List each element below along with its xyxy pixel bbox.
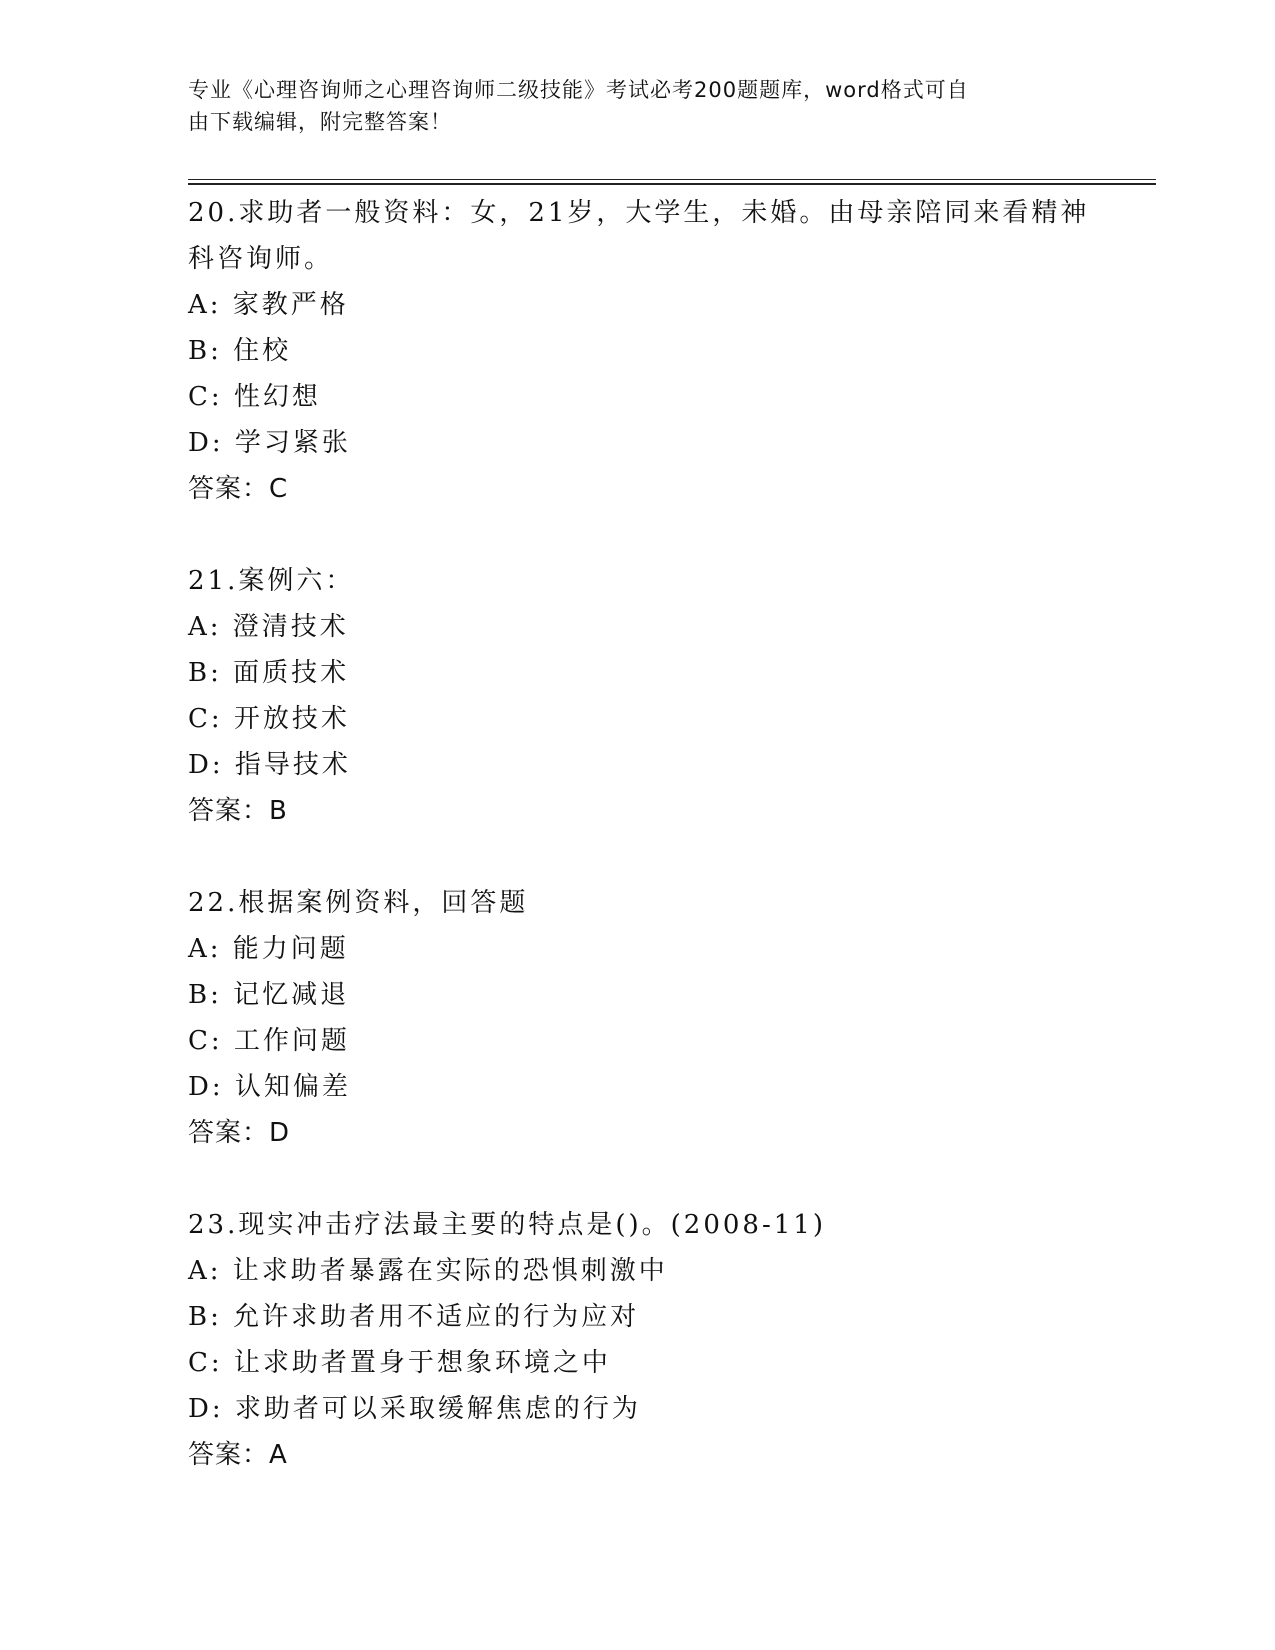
option-d: D: 求助者可以采取缓解焦虑的行为 <box>188 1394 641 1424</box>
header-divider-thin <box>188 179 1156 180</box>
option-c: C: 开放技术 <box>188 704 350 734</box>
question-stem: 20.求助者一般资料：女，21岁，大学生，未婚。由母亲陪同来看精神 <box>188 198 1090 228</box>
question-stem: 23.现实冲击疗法最主要的特点是()。(2008-11) <box>188 1210 826 1240</box>
option-a: A: 能力问题 <box>188 934 349 964</box>
question-stem-continued: 科咨询师。 <box>188 244 334 274</box>
question-21 <box>188 558 1088 834</box>
question-list <box>188 190 1088 1524</box>
option-b: B: 住校 <box>188 336 292 366</box>
option-b: B: 面质技术 <box>188 658 350 688</box>
answer-label: 答案：A <box>188 1440 288 1470</box>
answer-label: 答案：B <box>188 796 288 826</box>
question-22 <box>188 880 1088 1156</box>
header-line-1: 专业《心理咨询师之心理咨询师二级技能》考试必考200题题库，word格式可自 <box>188 78 969 102</box>
question-stem: 22.根据案例资料，回答题 <box>188 888 529 918</box>
question-20 <box>188 190 1088 512</box>
answer-label: 答案：D <box>188 1118 291 1148</box>
option-c: C: 让求助者置身于想象环境之中 <box>188 1348 611 1378</box>
question-stem: 21.案例六： <box>188 566 355 596</box>
question-23 <box>188 1202 1088 1478</box>
document-header <box>188 74 1088 138</box>
option-a: A: 家教严格 <box>188 290 349 320</box>
option-d: D: 指导技术 <box>188 750 351 780</box>
answer-label: 答案：C <box>188 474 289 504</box>
option-d: D: 学习紧张 <box>188 428 351 458</box>
option-d: D: 认知偏差 <box>188 1072 351 1102</box>
option-b: B: 记忆减退 <box>188 980 350 1010</box>
option-a: A: 让求助者暴露在实际的恐惧刺激中 <box>188 1256 668 1286</box>
option-c: C: 工作问题 <box>188 1026 350 1056</box>
header-divider-thick <box>188 183 1156 185</box>
option-b: B: 允许求助者用不适应的行为应对 <box>188 1302 640 1332</box>
option-c: C: 性幻想 <box>188 382 321 412</box>
header-line-2: 由下载编辑，附完整答案！ <box>188 110 452 134</box>
option-a: A: 澄清技术 <box>188 612 349 642</box>
